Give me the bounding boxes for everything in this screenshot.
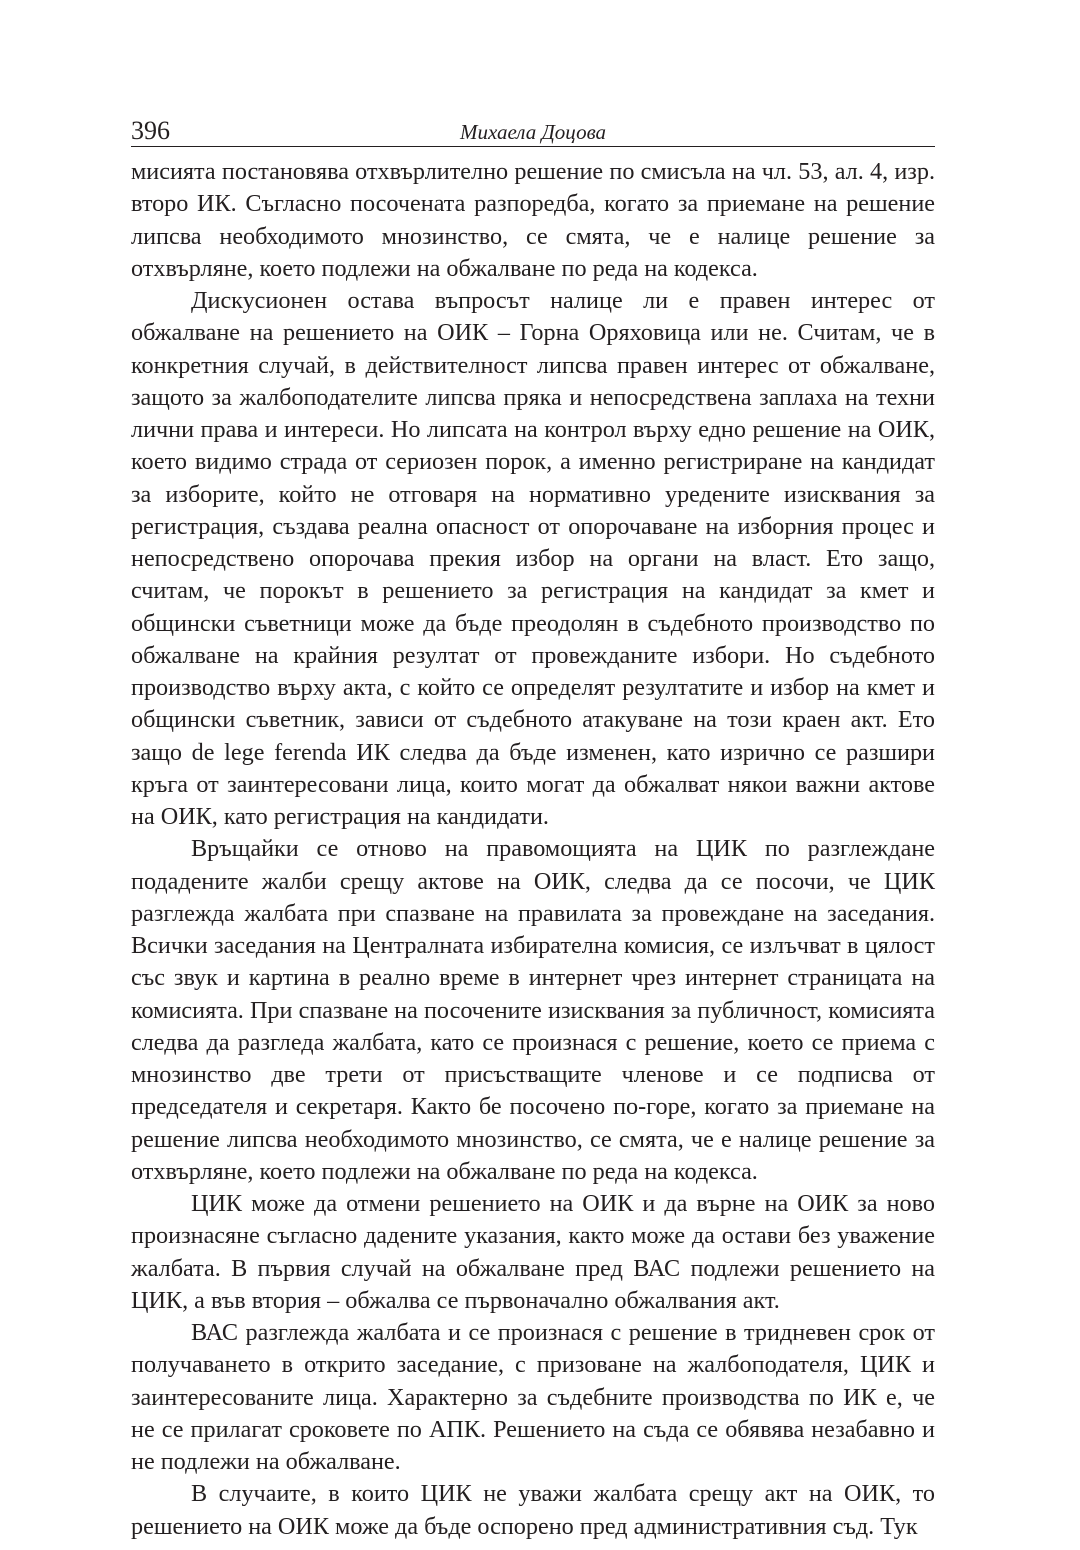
paragraph: ВАС разглежда жалбата и се произнася с решение в тридневен срок от получаването в открито заседание, с призоване на жалбоподателя, ЦИК и заинтересованите лица. Характерно за съдебните производства по ИК е, че не се прилагат сроковете по АПК. Решението на съда се обявява незабавно и не подлежи на обжалване.: [131, 1319, 935, 1475]
body-text: [131, 156, 935, 1543]
paragraph: Дискусионен остава въпросът налице ли е правен интерес от обжалване на решението на ОИК – Горна Оряховица или не. Считам, че в конкретния случай, в действителност липсва правен интерес от обжалване, защото за жалбоподателите липсва пряка и непосредствена заплаха на техни лични права и интереси. Но липсата на контрол върху едно решение на ОИК, което видимо страда от сериозен порок, а именно регистриране на кандидат за изборите, който не отговаря на нормативно уредените изисквания за регистрация, създава реална опасност от опорочаване на изборния процес и непосредствено опорочава прекия избор на органи на власт. Ето защо, считам, че порокът в решението за регистрация на кандидат за кмет и общински съветници може да бъде преодолян в съдебното производство по обжалване на крайния резултат от провежданите избори. Но съдебното производство върху акта, с който се определят резултатите и избор на кмет и общински съветник, зависи от съдебното атакуване на този краен акт. Ето защо de lege ferenda ИК следва да бъде изменен, като изрично се разшири кръга от заинтересовани лица, които могат да обжалват някои важни актове на ОИК, като регистрация на кандидати.: [131, 287, 935, 830]
paragraph: ЦИК може да отмени решението на ОИК и да върне на ОИК за ново произнасяне съгласно дадените указания, както може да остави без уважение жалбата. В първия случай на обжалване пред ВАС подлежи решението на ЦИК, а във втория – обжалва се първоначално обжалвания акт.: [131, 1190, 935, 1314]
paragraph: Връщайки се отново на правомощията на ЦИК по разглеждане подадените жалби срещу актове на ОИК, следва да се посочи, че ЦИК разглежда жалбата при спазване на правилата за провеждане на заседания. Всички заседания на Централната избирателна комисия, се излъчват в цялост със звук и картина в реално време в интернет чрез интернет страницата на комисията. При спазване на посочените изисквания за публичност, комисията следва да разгледа жалбата, като се произнася с решение, което се приема с мнозинство две трети от присъстващите членове и се подписва от председателя и секретаря. Както бе посочено по-горе, когато за приемане на решение липсва необходимото мнозинство, се смята, че е налице решение за отхвърляне, което подлежи на обжалване по реда на кодекса.: [131, 835, 935, 1185]
paragraph-continuation: мисията постановява отхвърлително решение по смисъла на чл. 53, ал. 4, изр. второ ИК. Съгласно посочената разпоредба, когато за приемане на решение липсва необходимото мнозинство, се смята, че е налице решение за отхвърляне, което подлежи на обжалване по реда на кодекса.: [131, 158, 935, 282]
page-header: [131, 116, 935, 146]
page-number: 396: [131, 116, 170, 145]
header-divider: [131, 146, 935, 147]
running-head-author: Михаела Доцова: [459, 120, 607, 144]
paragraph: В случаите, в които ЦИК не уважи жалбата срещу акт на ОИК, то решението на ОИК може да бъде оспорено пред административния съд. Тук: [131, 1480, 935, 1540]
